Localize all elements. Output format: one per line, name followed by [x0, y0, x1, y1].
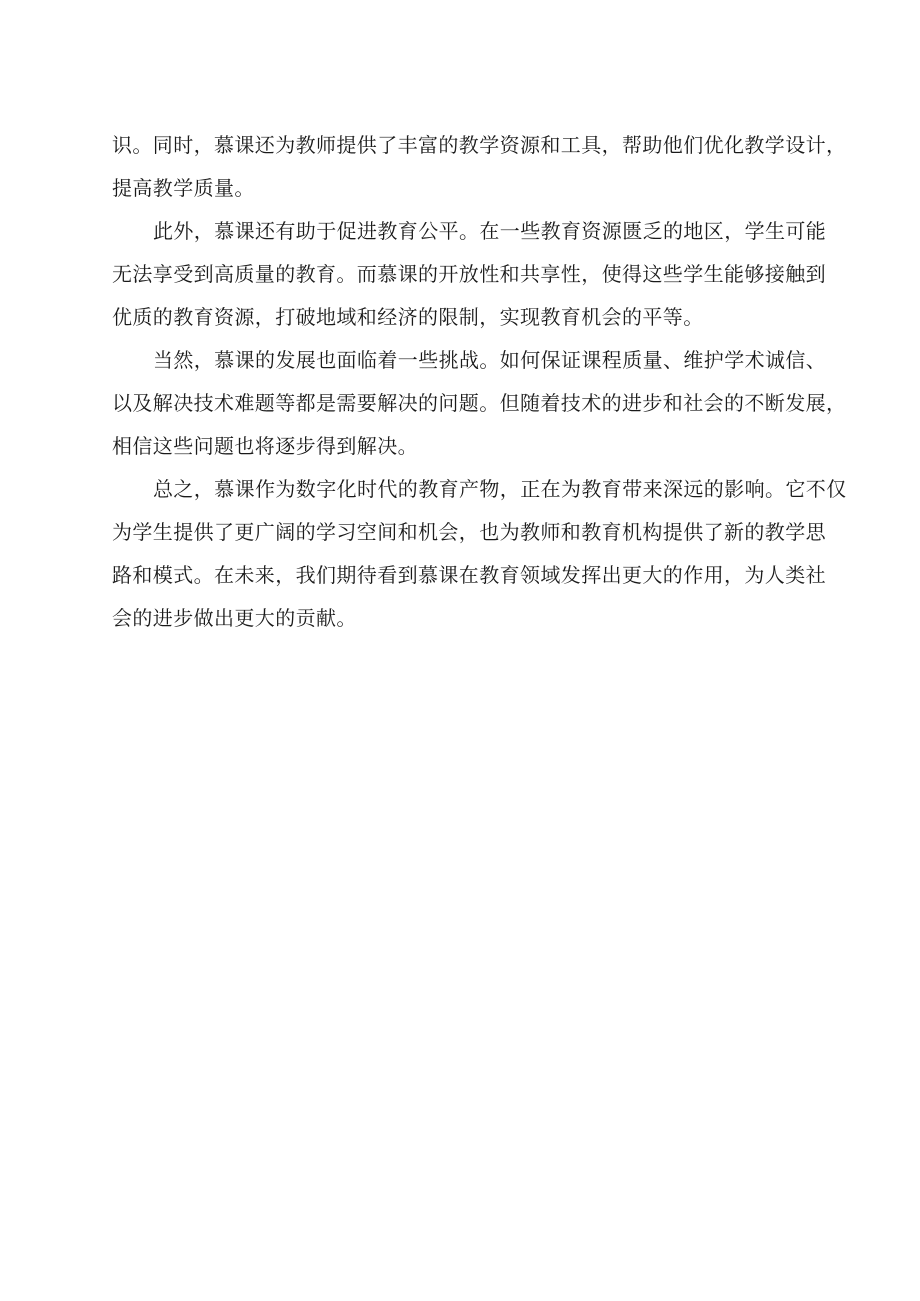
text-line: 当然，慕课的发展也面临着一些挑战。如何保证课程质量、维护学术诚信、 [153, 348, 827, 372]
text-line: 识。同时，慕课还为教师提供了丰富的教学资源和工具，帮助他们优化教学设计， [112, 133, 847, 157]
text-line: 路和模式。在未来，我们期待看到慕课在教育领域发挥出更大的作用，为人类社 [112, 563, 826, 587]
text-line: 以及解决技术难题等都是需要解决的问题。但随着技术的进步和社会的不断发展， [112, 391, 847, 415]
document-body [112, 124, 847, 640]
text-line: 会的进步做出更大的贡献。 [112, 606, 357, 630]
text-line: 优质的教育资源，打破地域和经济的限制，实现教育机会的平等。 [112, 305, 704, 329]
paragraph-challenges [112, 339, 847, 468]
paragraph-continuation [112, 124, 847, 210]
text-line: 相信这些问题也将逐步得到解决。 [112, 434, 418, 458]
paragraph-education-equity [112, 210, 832, 339]
text-line: 为学生提供了更广阔的学习空间和机会，也为教师和教育机构提供了新的教学思 [112, 520, 826, 544]
text-line: 此外，慕课还有助于促进教育公平。在一些教育资源匮乏的地区，学生可能 [153, 219, 827, 243]
text-line: 无法享受到高质量的教育。而慕课的开放性和共享性，使得这些学生能够接触到 [112, 262, 826, 286]
paragraph-conclusion [112, 468, 847, 640]
text-line: 提高教学质量。 [112, 176, 255, 200]
text-line: 总之，慕课作为数字化时代的教育产物，正在为教育带来深远的影响。它不仅 [153, 477, 847, 501]
